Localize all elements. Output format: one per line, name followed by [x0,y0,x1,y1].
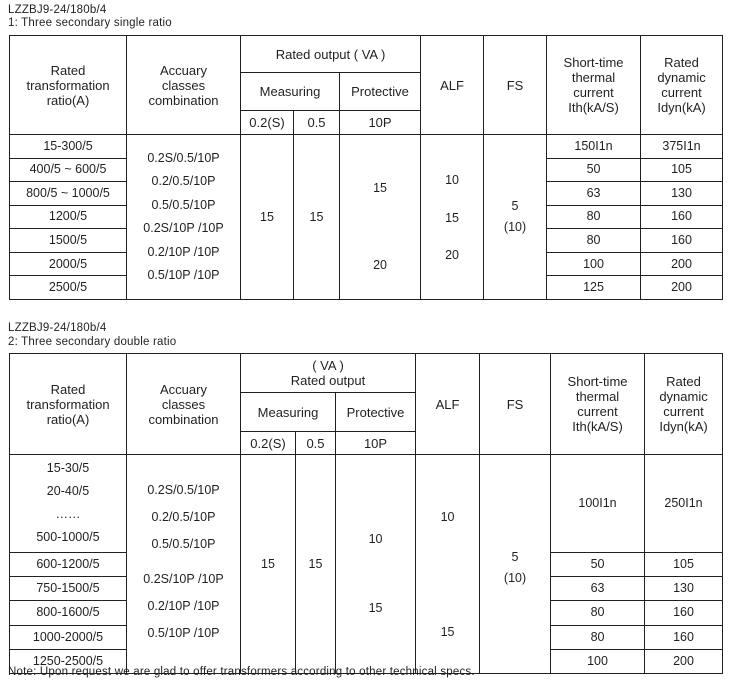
short-time-cell: 80 [551,625,645,649]
header-protective: Protective [340,73,421,111]
header-measuring-05: 0.5 [296,432,336,455]
accuracy-item: 0.2S/0.5/10P [147,483,220,497]
short-time-cell: 100 [547,252,641,276]
ratio-cell: 400/5 ~ 600/5 [10,158,127,182]
header-protective: Protective [336,393,416,432]
fs-value: 5 [511,550,519,564]
measuring-02s-value: 15 [241,455,296,674]
header-measuring: Measuring [241,393,336,432]
short-time-cell: 80 [547,229,641,253]
ratio-cell: 2000/5 [10,252,127,276]
dynamic-cell: 105 [645,552,723,576]
header-measuring: Measuring [241,73,340,111]
header-measuring-02s: 0.2(S) [241,432,296,455]
protective-value: 20 [373,257,387,272]
accuracy-item: 0.2S/10P /10P [143,572,224,586]
short-time-cell: 80 [547,205,641,229]
accuracy-item: 0.5/10P /10P [147,626,220,640]
dynamic-cell: 130 [645,577,723,601]
alf-value: 15 [445,210,459,225]
alf-values [416,455,480,674]
protective-values [340,135,421,300]
dynamic-cell: 375I1n [641,135,723,159]
ratio-item: 15-30/5 [46,461,90,476]
header-protective-10p: 10P [340,111,421,135]
short-time-cell: 100 [551,649,645,673]
header-rated-output [241,354,416,393]
alf-values [421,135,484,300]
ratio-cell: 1250-2500/5 [10,649,127,673]
short-time-cell: 50 [547,158,641,182]
short-time-cell: 125 [547,276,641,300]
alf-value: 20 [445,248,459,262]
header-ratio: Rated transformation ratio(A) [10,36,127,135]
dynamic-cell: 200 [641,276,723,300]
alf-value: 10 [445,173,459,187]
ratio-cell: 800-1600/5 [10,601,127,625]
dynamic-cell: 200 [641,252,723,276]
header-measuring-02s: 0.2(S) [241,111,294,135]
measuring-05-value: 15 [296,455,336,674]
footnote: Note: Upon request we are glad to offer transformers according to other technical specs. [8,666,475,678]
header-accuracy: Accuary classes combination [127,36,241,135]
ratio-item: 500-1000/5 [36,530,100,545]
ratio-cell: 1000-2000/5 [10,625,127,649]
double-ratio-table [9,353,723,674]
fs-values [484,135,547,300]
ratio-cell: 15-300/5 [10,135,127,159]
protective-values [336,455,416,674]
ratio-cell: 600-1200/5 [10,552,127,576]
table1-subtitle: 1: Three secondary single ratio [8,17,172,29]
accuracy-item: 0.2/10P /10P [147,599,220,613]
table2-model: LZZBJ9-24/180b/4 [8,322,107,334]
dynamic-cell: 160 [645,625,723,649]
short-time-cell: 80 [551,601,645,625]
short-time-cell: 50 [551,552,645,576]
accuracy-item: 0.5/0.5/10P [151,197,216,212]
ratio-group [10,455,127,553]
accuracy-item: 0.2S/0.5/10P [147,151,220,165]
short-time-cell: 63 [551,577,645,601]
dynamic-cell: 130 [641,182,723,206]
header-short-time: Short-time thermal current Ith(kA/S) [551,354,645,455]
header-ratio: Rated transformation ratio(A) [10,354,127,455]
header-fs: FS [484,36,547,135]
ratio-cell: 1200/5 [10,205,127,229]
protective-value: 10 [368,532,383,546]
dynamic-cell: 200 [645,649,723,673]
accuracy-item: 0.2/0.5/10P [151,174,216,189]
header-protective-10p: 10P [336,432,416,455]
fs-value: (10) [503,220,527,234]
header-va-unit: ( VA ) [312,358,344,373]
accuracy-item: 0.2/0.5/10P [151,510,216,524]
dynamic-cell: 105 [641,158,723,182]
header-rated-output-label: Rated output [290,373,366,388]
ratio-item: 20-40/5 [46,484,90,499]
accuracy-combos [127,135,241,300]
protective-value: 15 [373,180,387,195]
ratio-item: …… [55,507,81,522]
accuracy-item: 0.2/10P /10P [147,244,220,259]
ratio-cell: 2500/5 [10,276,127,300]
header-fs: FS [480,354,551,455]
header-accuracy: Accuary classes combination [127,354,241,455]
measuring-05-value: 15 [294,135,340,300]
measuring-02s-value: 15 [241,135,294,300]
table1-model: LZZBJ9-24/180b/4 [8,4,107,16]
single-ratio-table [9,35,723,300]
alf-value: 15 [440,625,455,639]
short-time-cell: 63 [547,182,641,206]
dynamic-cell: 160 [641,229,723,253]
ratio-cell: 750-1500/5 [10,577,127,601]
fs-value: (10) [503,571,527,585]
accuracy-item: 0.5/10P /10P [147,267,220,282]
fs-values [480,455,551,674]
short-time-cell: 150I1n [547,135,641,159]
accuracy-item: 0.5/0.5/10P [151,537,216,551]
dynamic-cell: 160 [645,601,723,625]
table2-subtitle: 2: Three secondary double ratio [8,336,177,348]
dynamic-cell: 250I1n [645,455,723,553]
ratio-cell: 1500/5 [10,229,127,253]
protective-value: 15 [368,601,383,615]
header-short-time: Short-time thermal current Ith(kA/S) [547,36,641,135]
header-measuring-05: 0.5 [294,111,340,135]
header-dynamic: Rated dynamic current Idyn(kA) [645,354,723,455]
dynamic-cell: 160 [641,205,723,229]
ratio-cell: 800/5 ~ 1000/5 [10,182,127,206]
fs-value: 5 [511,199,519,213]
header-rated-output: Rated output ( VA ) [241,36,421,73]
accuracy-item: 0.2S/10P /10P [143,221,224,236]
header-dynamic: Rated dynamic current Idyn(kA) [641,36,723,135]
short-time-cell: 100I1n [551,455,645,553]
header-alf: ALF [416,354,480,455]
accuracy-combos [127,455,241,674]
alf-value: 10 [440,510,455,524]
header-alf: ALF [421,36,484,135]
